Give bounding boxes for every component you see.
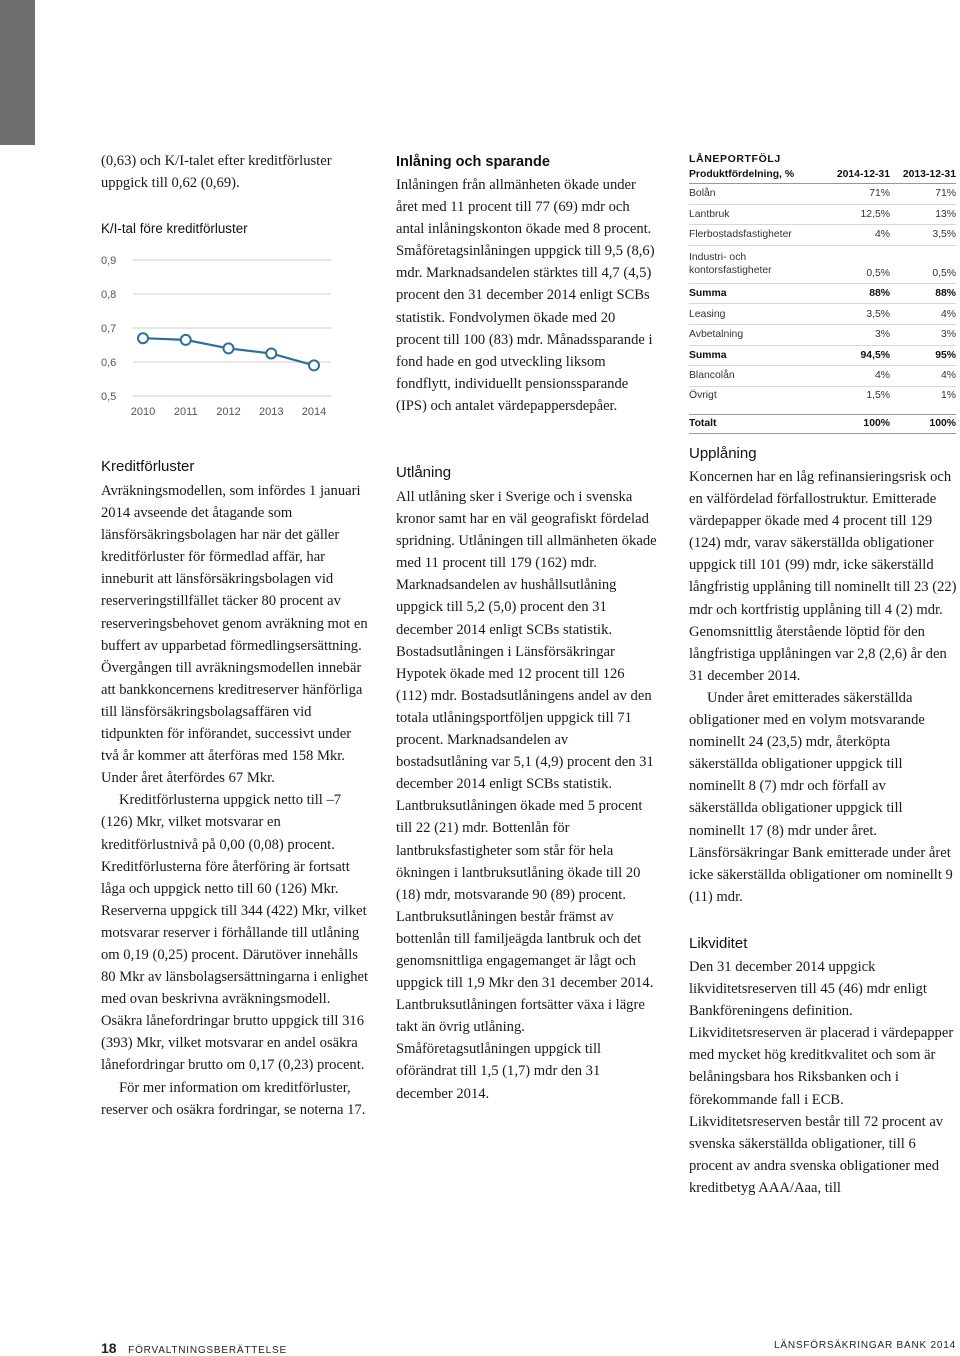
chart-ytick-label: 0,6 (101, 357, 117, 369)
table-cell: Övrigt (689, 386, 799, 414)
table-cell: Summa (689, 283, 799, 304)
kreditforluster-para2: Kreditförlusterna uppgick netto till –7 (126) Mkr, vilket motsvarar en kreditförlustnivå på 0,00 (0,08) procent. Kreditförlusterna före återföring är fortsatt låga och uppgick netto till 60 (126) Mkr. Reserverna uppgick till 344 (422) Mkr, vilket motsvarar reserver i förhållande till utlåning om 0,19 (0,25) procent. Därutöver innehålls 80 Mkr av länsbolagsersättningarna i enlighet med ovan beskrivna avräkningsmodell. Osäkra lånefordringar brutto uppgick till 316 (393) Mkr, vilket motsvarar en andel osäkra lånefordringar brutto om 0,17 (0,23) procent. (101, 792, 369, 1074)
table-cell: 0,5% (799, 245, 890, 283)
ki-chart (101, 220, 369, 420)
chart-data-point (138, 333, 148, 343)
table-cell: 71% (890, 184, 956, 205)
utlaning-para: All utlåning sker i Sverige och i svenska kronor samt har en väl geografiskt fördelad spridning. Utlåningen till allmänheten ökade med 11 procent till 179 (162) mdr. Marknadsandelen av hushållsutlåning uppgick till 5,2 (5,0) procent den 31 december 2014 enligt SCBs statistik. Bostadsutlåningen i Länsförsäkringar Hypotek ökade med 12 procent till 126 (112) mdr. Bostadsutlåningens andel av den totala utlåningsportföljen uppgick till 71 procent. Marknadsandelen av bostadsutlåning var 5,1 (4,9) procent den 31 december 2014 enligt SCBs statistik. Lantbruksutlåningen ökade med 5 procent till 22 (21) mdr. Bottenlån för lantbruksfastigheter som står för hela ökningen i lantbruksutlåning ökade till 20 (18) mdr, motsvarande 90 (89) procent. Lantbruksutlåningen består främst av bottenlån till familjeägda lantbruk och det genomsnittliga engagemanget är lågt och uppgick till 1,9 Mkr den 31 december 2014. Lantbruksutlåningen fortsätter växa i lägre takt än övrig utlåning. Småföretagsutlåningen uppgick till oförändrat till 1,5 (1,7) mdr den 31 december 2014. (396, 489, 657, 1102)
table-cell: 100% (890, 414, 956, 433)
table-cell: 94,5% (799, 345, 890, 366)
table-cell: 71% (799, 184, 890, 205)
inlaning-heading: Inlåning och sparande (396, 154, 550, 170)
table-cell: 1,5% (799, 386, 890, 414)
loan-portfolio-table (689, 166, 956, 434)
table-cell: 0,5% (890, 245, 956, 283)
footer-section: FÖRVALTNINGSBERÄTTELSE (128, 1345, 287, 1356)
table-row (689, 386, 956, 414)
table-row (689, 204, 956, 225)
table-cell: Bolån (689, 184, 799, 205)
table-cell: 3,5% (890, 225, 956, 246)
chart-ytick-label: 0,7 (101, 323, 117, 335)
table-title: LÅNEPORTFÖLJ (689, 153, 781, 165)
table-row (689, 366, 956, 387)
table-cell: 4% (799, 366, 890, 387)
chart-data-point (309, 360, 319, 370)
table-row (689, 324, 956, 345)
kreditforluster-heading: Kreditförluster (101, 458, 195, 475)
table-cell: Industri- och kontorsfastigheter (689, 245, 799, 283)
table-cell: 88% (799, 283, 890, 304)
kreditforluster-para1: Avräkningsmodellen, som infördes 1 januari 2014 avseende det åtagande som länsförsäkringsbolagen har när det gäller kreditförluster för förmedlad affär, har inneburit att länsförsäkringsbolagen vid reserveringstillfället täcker 80 procent av reserveringsbehovet genom avräkning mot en buffert av upparbetad förmedlingsersättning. Övergången till avräkningsmodellen innebär att bankkoncernens kreditreserver hänförliga till länsförsäkringsbolagsaffären vid tidpunkten för införandet, successivt under två år kommer att återföras med 158 Mkr. Under året återfördes 67 Mkr. (101, 483, 368, 787)
chart-plot (101, 242, 369, 422)
table-cell: 12,5% (799, 204, 890, 225)
chart-data-point (224, 343, 234, 353)
table-cell: 4% (890, 304, 956, 325)
table-cell: 100% (799, 414, 890, 433)
section-tab-marker (0, 0, 35, 145)
kreditforluster-para3: För mer information om kreditförluster, reserver och osäkra fordringar, se noterna 17. (101, 1079, 366, 1118)
table-row (689, 225, 956, 246)
chart-ytick-label: 0,5 (101, 391, 117, 403)
loan-portfolio-table-block (689, 153, 956, 434)
table-cell: 3% (799, 324, 890, 345)
table-cell: 88% (890, 283, 956, 304)
footer-company: LÄNSFÖRSÄKRINGAR BANK 2014 (774, 1340, 956, 1351)
chart-title: K/I-tal före kreditförluster (101, 221, 248, 236)
chart-ytick-label: 0,9 (101, 255, 117, 267)
table-cell: Avbetalning (689, 324, 799, 345)
table-header-cell: 2014-12-31 (799, 166, 890, 184)
chart-xtick-label: 2011 (173, 406, 198, 418)
table-cell: 3% (890, 324, 956, 345)
table-cell: 95% (890, 345, 956, 366)
table-cell: Flerbostadsfastigheter (689, 225, 799, 246)
table-header-cell: Produktfördelning, % (689, 166, 799, 184)
footer-left (101, 1340, 287, 1356)
intro-text: (0,63) och K/I-talet efter kreditförluster uppgick till 0,62 (0,69). (101, 153, 332, 192)
table-cell: Blancolån (689, 366, 799, 387)
page-number: 18 (101, 1340, 117, 1356)
chart-xtick-label: 2014 (301, 406, 327, 418)
table-cell: Leasing (689, 304, 799, 325)
table-cell: 4% (890, 366, 956, 387)
table-row-total (689, 414, 956, 433)
table-row (689, 245, 956, 283)
upplaning-para2: Under året emitterades säkerställda obligationer med en volym motsvarande nominellt 24 (23,5) mdr, återköpta säkerställda obligationer uppgick till nominellt 8 (7) mdr och förfall av säkerställda obligationer uppgick till nominellt 17 (8) mdr under året. Länsförsäkringar Bank emitterade under året icke säkerställda obligationer om nominellt 9 (11) mdr. (689, 689, 953, 905)
footer-right (774, 1340, 956, 1351)
upplaning-para1: Koncernen har en låg refinansieringsrisk och en välfördelad förfallostruktur. Emitterade värdepapper ökade med 4 procent till 129 (124) mdr, varav säkerställda obligationer uppgick till 101 (99) mdr, icke säkerställd långfristig upplåning till nominellt till 23 (22) mdr och kortfristig upplåning till 4 (2) mdr. Genomsnittlig återstående löptid för den långfristiga upplåningen var 2,8 (2,6) år den 31 december 2014. (689, 469, 957, 684)
chart-data-point (266, 349, 276, 359)
table-header-row (689, 166, 956, 184)
utlaning-heading: Utlåning (396, 464, 452, 481)
table-cell: Summa (689, 345, 799, 366)
chart-xtick-label: 2010 (130, 406, 156, 418)
table-header-cell: 2013-12-31 (890, 166, 956, 184)
table-row (689, 304, 956, 325)
upplaning-heading: Upplåning (689, 445, 757, 462)
table-cell: Lantbruk (689, 204, 799, 225)
chart-data-point (181, 335, 191, 345)
chart-xtick-label: 2013 (259, 406, 284, 418)
table-row-sum (689, 283, 956, 304)
table-cell: 3,5% (799, 304, 890, 325)
table-cell: Totalt (689, 414, 799, 433)
likviditet-para: Den 31 december 2014 uppgick likviditetsreserven till 45 (46) mdr enligt Bankföreningens definition. Likviditetsreserven är placerad i värdepapper med mycket hög kreditkvalitet och som är belåningsbara hos Riksbanken och i förekommande fall i ECB. Likviditetsreserven består till 72 procent av svenska säkerställda obligationer, till 6 procent av andra svenska obligationer med kreditbetyg AAA/Aaa, till (689, 959, 954, 1196)
table-row (689, 184, 956, 205)
table-cell: 4% (799, 225, 890, 246)
chart-xtick-label: 2012 (216, 406, 241, 418)
chart-ytick-label: 0,8 (101, 289, 117, 301)
table-row-sum (689, 345, 956, 366)
inlaning-para: Inlåningen från allmänheten ökade under året med 11 procent till 77 (69) mdr och antal inlåningskonton ökade med 8 procent. Småföretagsinlåningen uppgick till 9,5 (8,6) mdr. Marknadsandelen stärktes till 4,7 (4,5) procent den 31 december 2014 enligt SCBs statistik. Fondvolymen ökade med 20 procent till 100 (83) mdr. Månadssparande i fond hade en god utveckling liksom fondflytt, individuellt pensionssparande (IPS) och antalet värdepappersdepåer. (396, 177, 655, 414)
likviditet-heading: Likviditet (689, 935, 748, 952)
table-cell: 13% (890, 204, 956, 225)
table-cell: 1% (890, 386, 956, 414)
